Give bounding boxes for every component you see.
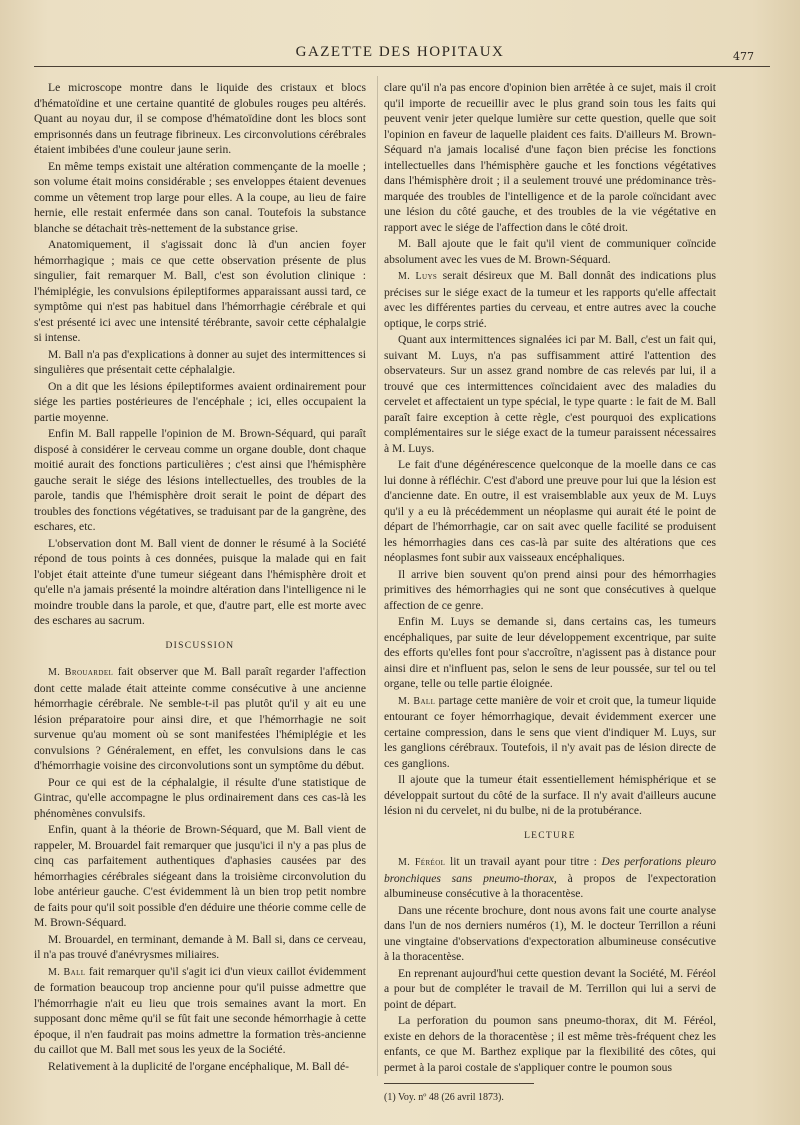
footnote: (1) Voy. nº 48 (26 avril 1873). bbox=[384, 1092, 504, 1103]
paragraph bbox=[384, 268, 716, 331]
speaker-name: M. Ball bbox=[48, 966, 86, 978]
paragraph-text: partage cette manière de voir et croit que, la tumeur liquide entourant ce foyer hémorrhagique, devait évidemment exercer une certaine compression, dans le sens que vient d'indiquer M. Luys, sur les ganglions cérébraux. Toutefois, il n'y avait pas de lésion directe de ces ganglions. bbox=[384, 693, 716, 770]
footnote-rule bbox=[384, 1083, 534, 1084]
paragraph: On a dit que les lésions épileptiformes avaient ordinairement pour siége les parties postérieures de l'encéphale ; ici, elles occupaient la partie moyenne. bbox=[34, 379, 366, 424]
paragraph: M. Brouardel, en terminant, demande à M. Ball si, dans ce cerveau, il n'a pas trouvé d'anévrysmes miliaires. bbox=[34, 932, 366, 961]
paragraph: Il arrive bien souvent qu'on prend ainsi pour des hémorrhagies primitives des hémorrhagies qui ne sont que consécutives à quelque affection de ce genre. bbox=[384, 567, 716, 612]
page-number: 477 bbox=[733, 50, 754, 63]
speaker-name: M. Luys bbox=[398, 271, 438, 282]
paragraph-text: fait remarquer qu'il s'agit ici d'un vieux caillot évidemment de formation beaucoup trop ancienne pour qu'il puisse admettre que l'hémorrhagie n'ait eu lieu que trois semaines avant la mort. En supposant donc même qu'il se fût fait une seconde hémorrhagie à cette époque, il n'en faudrait pas moins admettre la formation très-ancienne du caillot que M. Ball met sous les yeux de la Société. bbox=[34, 964, 367, 1056]
paragraph: Anatomiquement, il s'agissait donc là d'un ancien foyer hémorrhagique ; mais ce que cette observation présente de plus singulier, fait remarquer M. Ball, c'est son évolution clinique : l'hémiplégie, les convulsions épileptiformes apparaissant aussi tard, ce symptôme qui n'est pas habituel dans l'hémorrhagie cérébrale et qui s'est présenté ici avec une intensité térébrante, savoir cette céphalalgie si intense. bbox=[34, 238, 366, 344]
paragraph: M. Ball ajoute que le fait qu'il vient de communiquer coïncide absolument avec les vues de M. Brown-Séquard. bbox=[384, 237, 716, 266]
paragraph: Enfin, quant à la théorie de Brown-Séquard, que M. Ball vient de rappeler, M. Brouardel fait remarquer que jusqu'ici il n'y a pas plus de cinq cas parfaitement authentiques d'aphasies causées par des hémorrhagies cérébrales siégeant dans la troisième circonvolution du lobe antérieur gauche. C'est évidemment là un bien trop petit nombre de faits pour qu'il soit possible d'en déduire une théorie comme celle de M. Brown-Séquard. bbox=[34, 823, 366, 929]
paragraph bbox=[384, 854, 716, 902]
paragraph bbox=[34, 964, 366, 1058]
running-title: GAZETTE DES HOPITAUX bbox=[295, 44, 505, 60]
speaker-name: M. Féréol bbox=[398, 857, 446, 868]
paragraph: L'observation dont M. Ball vient de donner le résumé à la Société répond de tous points à ces données, puisque la malade qui en fait l'objet était atteinte d'une tumeur siégeant dans l'hémisphère droit et qu'elle n'a jamais présenté la moindre altération dans l'intelligence ni le moindre trouble dans la parole, et que, d'autre part, elle est morte avec des eschares au sacrum. bbox=[34, 536, 366, 627]
paragraph: La perforation du poumon sans pneumo-thorax, dit M. Féréol, existe en dehors de la thoracentèse ; il est même très-fréquent chez les enfants, ce que M. Barthez explique par la flexibilité des côtes, qui permet à la paroi costale de s'appliquer contre le poumon sous bbox=[384, 1014, 716, 1074]
paragraph: clare qu'il n'a pas encore d'opinion bien arrêtée à ce sujet, mais il croit qu'il importe de recueillir avec le plus grand soin tous les faits qui peuvent venir jeter quelque lumière sur cette question, quelle que soit l'opinion en faveur de laquelle plaident ces faits. D'ailleurs M. Brown-Séquard n'a jamais localisé d'une façon bien précise les fonctions intellectuelles dans l'hémisphère gauche et les fonctions végétatives dans l'hémisphère droit ; il a seulement trouvé une prédominance très-marquée des troubles de l'intelligence et de la parole coïncidant avec une lésion du côté gauche, et des troubles de la vie végétative en rapport avec le siége de l'affection dans le côté droit. bbox=[384, 81, 716, 234]
speaker-name: M. Ball bbox=[398, 695, 436, 707]
paragraph bbox=[34, 664, 366, 774]
paragraph-text: lit un travail ayant pour titre : bbox=[449, 855, 597, 868]
paragraph-text: serait désireux que M. Ball donnât des indications plus précises sur le siége exact de la tumeur et les rapports qu'elle affectait avec les différentes parties du cerveau, et entre autres avec la couche optique, le corps strié. bbox=[384, 269, 716, 330]
paragraph: En reprenant aujourd'hui cette question devant la Société, M. Féréol a pour but de compléter le travail de M. Terrillon qui lui a servi de point de départ. bbox=[384, 966, 716, 1011]
column-separator bbox=[377, 76, 378, 1076]
paragraph: M. Ball n'a pas d'explications à donner au sujet des intermittences si singulières que présentait cette céphalalgie. bbox=[34, 347, 366, 376]
paragraph: Enfin M. Ball rappelle l'opinion de M. Brown-Séquard, qui paraît disposé à considérer le cerveau comme un organe double, dont chaque moitié aurait des fonctions particulières ; c'est ainsi que l'hémisphère gauche serait le siége des lésions intellectuelles, des troubles de la parole, tandis que l'hémisphère droit serait le point de départ des troubles des fonctions végétatives, se traduisant par de la gangrène, des eschares, etc. bbox=[34, 427, 366, 533]
left-column bbox=[34, 80, 366, 1075]
paragraph: Le microscope montre dans le liquide des cristaux et blocs d'hématoïdine et une certaine quantité de globules rouges peu altérés. Quant au noyau dur, il se compose d'hématoïdine dont les blocs sont emprisonnés dans un feutrage fibrineux. Les circonvolutions cérébrales étaient imbibées d'une couleur jaune serin. bbox=[34, 81, 366, 156]
paragraph: Quant aux intermittences signalées ici par M. Ball, c'est un fait qui, suivant M. Luys, n'a pas suffisamment attiré l'attention des observateurs. Sur un assez grand nombre de cas relevés par lui, il a trouvé que ces intermittences coïncidaient avec des maladies du cervelet et affectaient un type spécial, le type quarte : le fait de M. Ball paraît faire exception à cette règle, c'est pourquoi des explications complémentaires sur le siége exact de la tumeur paraissent nécessaires à M. Luys. bbox=[384, 333, 716, 455]
paragraph: En même temps existait une altération commençante de la moelle ; son volume était moins considérable ; ses enveloppes étaient devenues comme un vêtement trop large pour elles. A la coupe, au lieu de faire hernie, elle restait enfermée dans son canal. Toutefois la substance blanche se détachait très-nettement de la substance grise. bbox=[34, 159, 366, 235]
paragraph: Relativement à la duplicité de l'organe encéphalique, M. Ball dé- bbox=[48, 1059, 349, 1073]
header-rule bbox=[34, 66, 770, 67]
paragraph: Pour ce qui est de la céphalalgie, il résulte d'une statistique de Gintrac, qu'elle accompagne le plus ordinairement dans ces cas-là les phénomènes convulsifs. bbox=[34, 775, 366, 820]
paragraph: Il ajoute que la tumeur était essentiellement hémisphérique et se développait surtout du côté de la surface. Il n'y avait d'ailleurs aucune lésion ni du cervelet, ni du bulbe, ni de la protubérance. bbox=[384, 773, 716, 817]
work-title: Des perforations pleuro bronchiques sans pneumo-thorax, bbox=[384, 855, 717, 885]
paragraph: Dans une récente brochure, dont nous avons fait une courte analyse dans l'un de nos derniers numéros (1), M. le docteur Terrillon a réuni une vingtaine d'observations d'expectoration albumineuse consécutive à la thoracentèse. bbox=[384, 903, 716, 963]
paragraph bbox=[384, 693, 716, 772]
right-column bbox=[384, 80, 716, 1107]
paragraph-text: à propos de l'expectoration albumineuse consécutive à la thoracentèse. bbox=[384, 871, 716, 900]
paragraph: Enfin M. Luys se demande si, dans certains cas, les tumeurs encéphaliques, par suite de leur développement excentrique, par suite des efforts qu'elles font pour s'accroître, n'agissent pas à distance pour ainsi dire et n'influent pas, selon le sens de leur poussée, sur tel ou tel organe, telle ou telle partie éloignée. bbox=[384, 615, 716, 690]
discussion-heading: DISCUSSION bbox=[165, 640, 235, 651]
lecture-heading: LECTURE bbox=[524, 830, 576, 841]
paragraph-text: fait observer que M. Ball paraît regarder l'affection dont cette malade était atteinte comme consécutive à une ancienne hémorrhagie cérébrale. Ne semble-t-il pas plutôt qu'il y ait eu une lésion préparatoire pour ainsi dire, et que l'hémorrhagie ne soit survenue qu'au moment où se sont manifestées l'hémiplégie et les convulsions ? Généralement, en effet, les convulsions dans le cas d'hémorrhagie voisine des circonvolutions sont un symptôme du début. bbox=[34, 665, 366, 772]
paragraph: Le fait d'une dégénérescence quelconque de la moelle dans ce cas lui donne à réfléchir. C'est d'abord une preuve pour lui que la lésion est d'ancienne date. En outre, il est vraisemblable aux yeux de M. Luys qu'il y a eu là précédemment un néoplasme qui aurait été le point de départ de l'hémorrhagie, car on sait avec quelle facilité se produisent les hémorrhagies dans ces cas-là par suite des altérations que ces néoplasmes font subir aux vaisseaux encéphaliques. bbox=[384, 458, 716, 564]
speaker-name: M. Brouardel bbox=[48, 667, 114, 678]
